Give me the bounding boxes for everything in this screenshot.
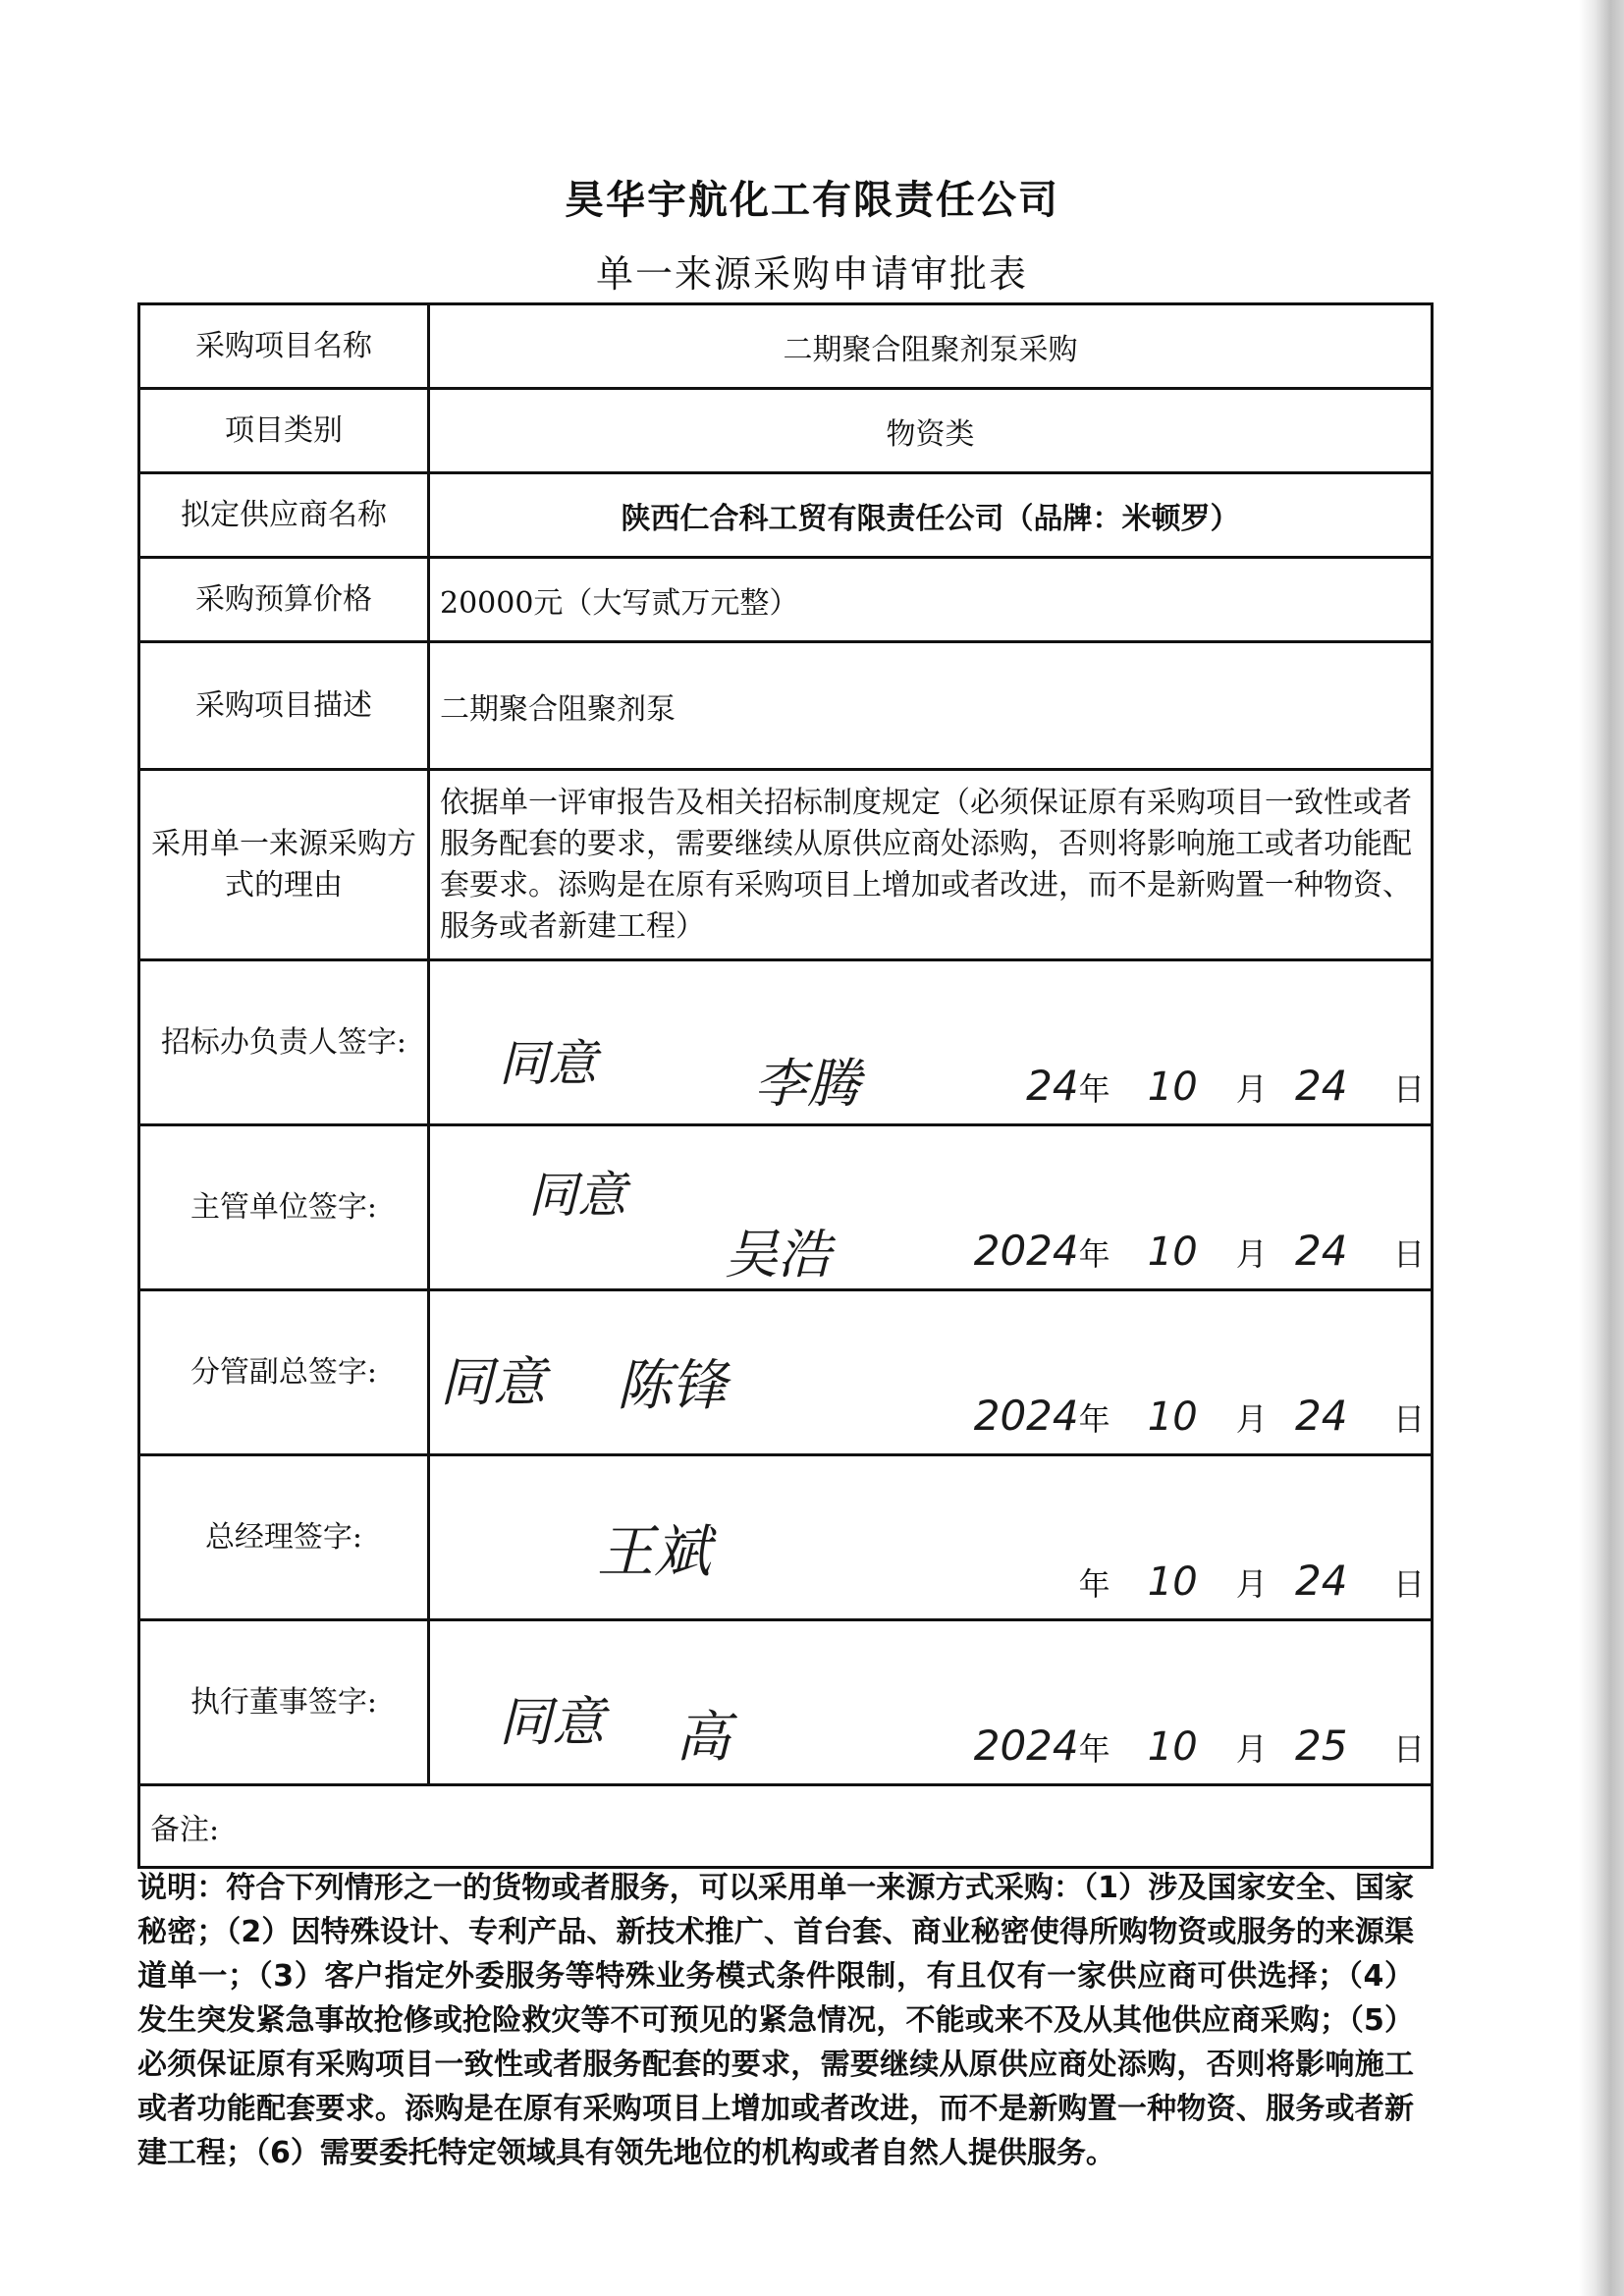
signature-label: 招标办负责人签字:: [139, 960, 429, 1125]
signature-label: 总经理签字:: [139, 1455, 429, 1620]
date-year: 24: [1026, 1062, 1079, 1110]
handwritten-opinion: 同意: [499, 1035, 597, 1092]
remarks-label: 备注:: [139, 1785, 1433, 1868]
year-unit: 年: [1078, 1400, 1110, 1438]
supplier-label: 拟定供应商名称: [139, 473, 429, 558]
date-year: 2024: [973, 1227, 1079, 1275]
scan-shadow: [1579, 0, 1624, 2296]
signature-label: 主管单位签字:: [139, 1125, 429, 1290]
handwritten-opinion: 同意: [528, 1167, 626, 1224]
handwritten-opinion: 同意: [499, 1691, 605, 1753]
signature-label: 分管副总签字:: [139, 1290, 429, 1455]
description-label: 采购项目描述: [139, 642, 429, 770]
company-name: 昊华宇航化工有限责任公司: [565, 177, 1059, 223]
row-description: [139, 642, 1433, 770]
day-unit: 日: [1392, 1400, 1425, 1438]
category-label: 项目类别: [139, 389, 429, 473]
signature-cell: [429, 1455, 1433, 1620]
signature-date: [1026, 1062, 1425, 1110]
year-unit: 年: [1078, 1070, 1110, 1108]
month-unit: 月: [1235, 1400, 1268, 1438]
date-month: 10: [1147, 1394, 1198, 1440]
row-reason: [139, 770, 1433, 960]
reason-value: 依据单一评审报告及相关招标制度规定（必须保证原有采购项目一致性或者服务配套的要求，需要继续从原供应商处添购，否则将影响施工或者功能配套要求。添购是在原有采购项目上增加或者改进，而不是新购置一种物资、服务或者新建工程）: [429, 770, 1433, 960]
month-unit: 月: [1235, 1730, 1268, 1768]
signature-row: [139, 960, 1433, 1125]
date-month: 10: [1147, 1230, 1198, 1275]
category-value: 物资类: [429, 389, 1433, 473]
approval-form-table: [137, 302, 1434, 1869]
date-year: 2024: [973, 1392, 1079, 1440]
date-day: 25: [1294, 1722, 1348, 1770]
date-month: 10: [1147, 1065, 1198, 1110]
signature-label: 执行董事签字:: [139, 1620, 429, 1785]
project-name-value: 二期聚合阻聚剂泵采购: [429, 304, 1433, 389]
supplier-value: 陕西仁合科工贸有限责任公司（品牌：米顿罗）: [429, 473, 1433, 558]
date-month: 10: [1147, 1559, 1198, 1605]
row-supplier: [139, 473, 1433, 558]
row-category: [139, 389, 1433, 473]
handwritten-signature: 陈锋: [617, 1354, 727, 1418]
date-month: 10: [1147, 1724, 1198, 1770]
month-unit: 月: [1235, 1235, 1268, 1273]
signature-date: [974, 1722, 1425, 1770]
signature-cell: [429, 960, 1433, 1125]
row-remarks: [139, 1785, 1433, 1868]
handwritten-signature: 吴浩: [725, 1224, 831, 1285]
signature-row: [139, 1290, 1433, 1455]
project-name-label: 采购项目名称: [139, 304, 429, 389]
explanation-text: 说明：符合下列情形之一的货物或者服务，可以采用单一来源方式采购：（1）涉及国家安全、国家秘密；（2）因特殊设计、专利产品、新技术推广、首台套、商业秘密使得所购物资或服务的来源渠道单一；（3）客户指定外委服务等特殊业务模式条件限制，有且仅有一家供应商可供选择；（4）发生突发紧急事故抢修或抢险救灾等不可预见的紧急情况，不能或来不及从其他供应商采购；（5）必须保证原有采购项目一致性或者服务配套的要求，需要继续从原供应商处添购，否则将影响施工或者功能配套要求。添购是在原有采购项目上增加或者改进，而不是新购置一种物资、服务或者新建工程；（6）需要委托特定领域具有领先地位的机构或者自然人提供服务。: [137, 1871, 1414, 2170]
row-budget: [139, 558, 1433, 642]
day-unit: 日: [1392, 1565, 1425, 1603]
reason-label: 采用单一来源采购方式的理由: [139, 770, 429, 960]
handwritten-signature: 李腾: [754, 1053, 860, 1115]
budget-label: 采购预算价格: [139, 558, 429, 642]
date-day: 24: [1294, 1227, 1348, 1275]
signature-cell: [429, 1290, 1433, 1455]
signature-date: [974, 1227, 1425, 1275]
date-day: 24: [1294, 1062, 1348, 1110]
handwritten-opinion: 同意: [440, 1351, 546, 1413]
budget-value: 20000元（大写贰万元整）: [429, 558, 1433, 642]
year-unit: 年: [1078, 1730, 1110, 1768]
month-unit: 月: [1235, 1070, 1268, 1108]
signature-cell: [429, 1125, 1433, 1290]
row-project-name: [139, 304, 1433, 389]
date-day: 24: [1294, 1557, 1348, 1605]
day-unit: 日: [1392, 1730, 1425, 1768]
signature-row: [139, 1620, 1433, 1785]
handwritten-signature: 高: [676, 1706, 731, 1770]
signature-date: [974, 1392, 1425, 1440]
handwritten-signature: 王斌: [597, 1518, 712, 1585]
date-year: 2024: [973, 1722, 1079, 1770]
signature-row: [139, 1125, 1433, 1290]
signature-date: [1079, 1557, 1425, 1605]
month-unit: 月: [1235, 1565, 1268, 1603]
date-day: 24: [1294, 1392, 1348, 1440]
year-unit: 年: [1078, 1565, 1110, 1603]
signature-cell: [429, 1620, 1433, 1785]
description-value: 二期聚合阻聚剂泵: [429, 642, 1433, 770]
day-unit: 日: [1392, 1235, 1425, 1273]
form-title: 单一来源采购申请审批表: [595, 252, 1028, 296]
signature-row: [139, 1455, 1433, 1620]
year-unit: 年: [1078, 1235, 1110, 1273]
day-unit: 日: [1392, 1070, 1425, 1108]
